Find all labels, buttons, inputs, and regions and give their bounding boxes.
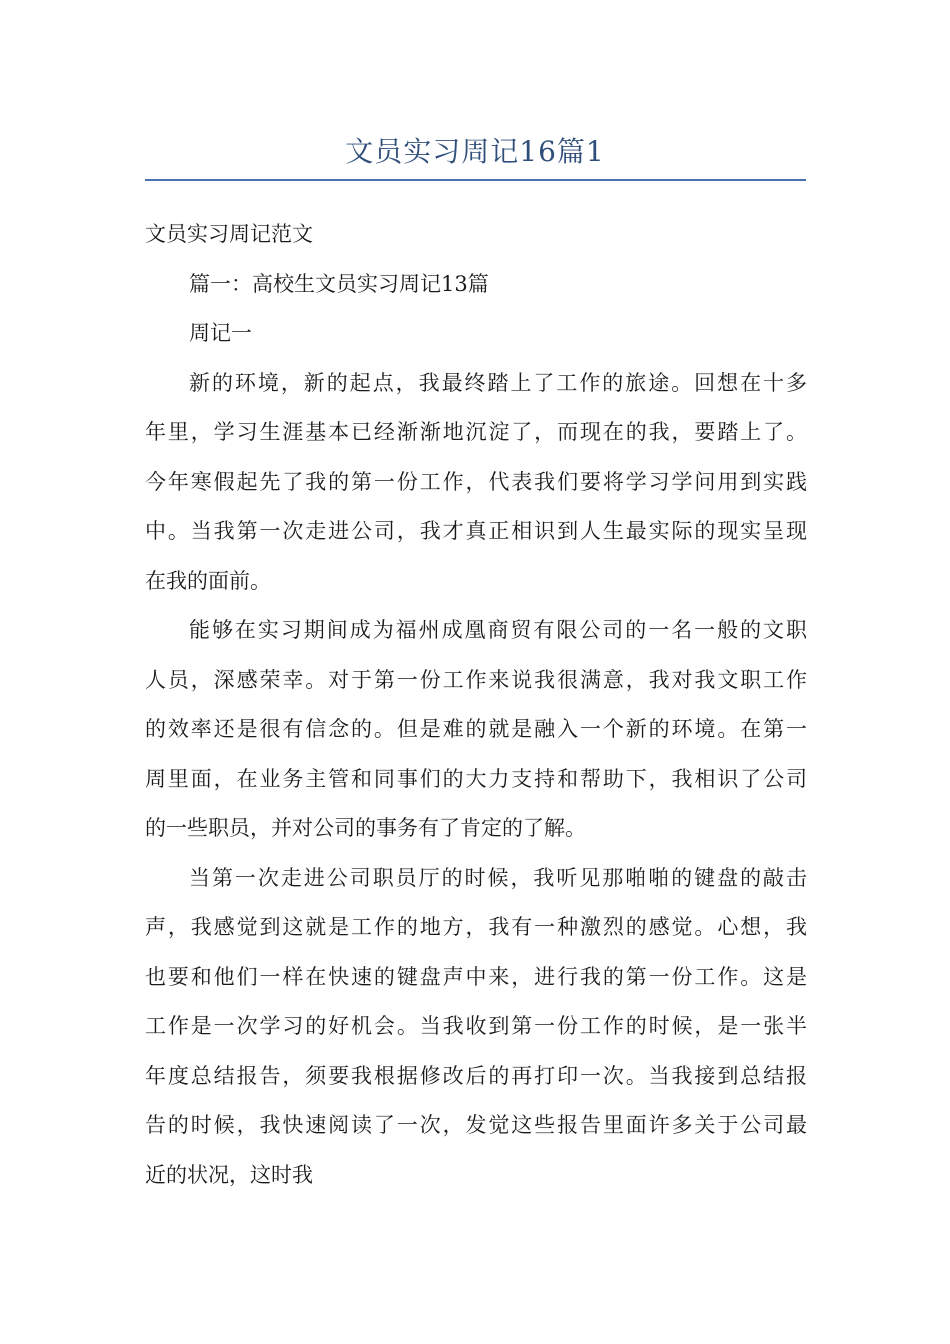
paragraph-line: 告的时候，我快速阅读了一次，发觉这些报告里面许多关于公司最 [145,1113,807,1137]
title-underline [145,179,806,181]
document-title: 文员实习周记16篇1 [345,135,605,168]
paragraph-line: 周里面，在业务主管和同事们的大力支持和帮助下，我相识了公司 [145,766,807,791]
paragraph-line: 今年寒假起先了我的第一份工作，代表我们要将学习学问用到实践 [145,469,807,494]
paragraph-line: 的效率还是很有信念的。但是难的就是融入一个新的环境。在第一 [145,717,807,741]
paragraph-line: 当第一次走进公司职员厅的时候，我听见那啪啪的键盘的敲击 [189,865,807,890]
paragraph-line: 近的状况，这时我 [145,1162,313,1187]
paragraph-line: 年度总结报告，须要我根据修改后的再打印一次。当我接到总结报 [145,1063,807,1088]
paragraph-2 [145,606,807,854]
paragraph-line: 年里，学习生涯基本已经渐渐地沉淀了，而现在的我，要踏上了。 [145,420,807,444]
paragraph-line: 中。当我第一次走进公司，我才真正相识到人生最实际的现实呈现 [145,519,807,543]
paragraph-line: 声，我感觉到这就是工作的地方，我有一种激烈的感觉。心想，我 [145,915,807,939]
paragraph-line: 能够在实习期间成为福州成凰商贸有限公司的一名一般的文职 [189,618,807,642]
paragraph-line: 在我的面前。 [145,568,271,593]
paragraph-line: 的一些职员，并对公司的事务有了肯定的了解。 [145,816,586,840]
section-heading: 文员实习周记范文 [145,222,313,246]
paragraph-line: 也要和他们一样在快速的键盘声中来，进行我的第一份工作。这是 [145,964,807,989]
paragraph-line: 新的环境，新的起点，我最终踏上了工作的旅途。回想在十多 [189,370,807,395]
paragraph-line: 工作是一次学习的好机会。当我收到第一份工作的时候，是一张半 [145,1014,807,1038]
paragraph-line: 人员，深感荣幸。对于第一份工作来说我很满意，我对我文职工作 [145,667,807,692]
week-label: 周记一 [189,321,252,345]
document-body [145,210,807,1200]
chapter-title: 篇一：高校生文员实习周记13篇 [189,271,489,296]
paragraph-3 [145,854,807,1201]
paragraph-1 [145,359,807,607]
